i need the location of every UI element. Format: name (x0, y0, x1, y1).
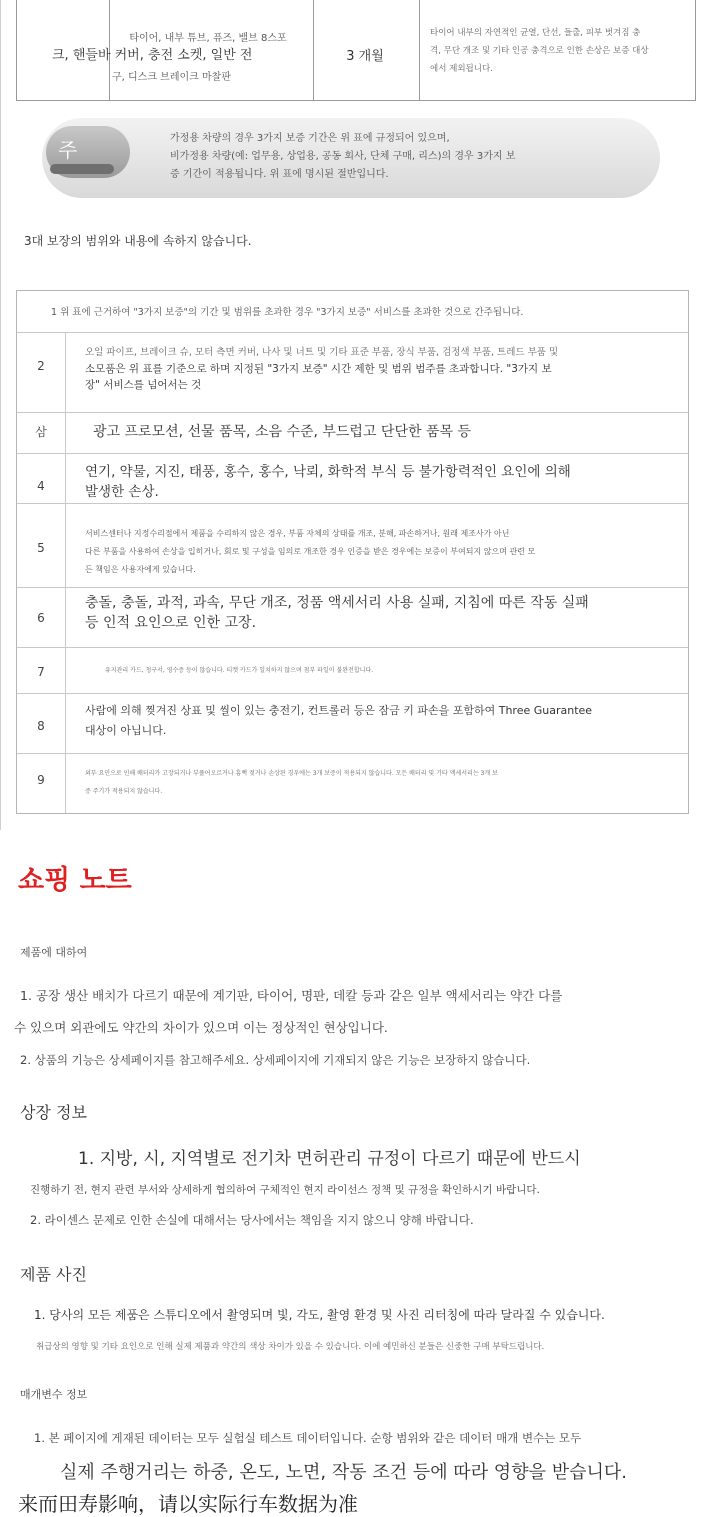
parts-line: 타이어, 내부 튜브, 퓨즈, 밸브 8스포 (129, 33, 287, 44)
row-text: 증 주기가 적용되지 않습니다. (85, 788, 163, 795)
row-text: 광고 프로모션, 선물 품목, 소음 수준, 부드럽고 단단한 품목 등 (93, 424, 471, 440)
about-text: 2. 상품의 기능은 상세페이지를 참고해주세요. 상세페이지에 기재되지 않은 기능은 보장하지 않습니다. (20, 1053, 531, 1067)
about-text: 1. 공장 생산 배치가 다르기 때문에 계기판, 타이어, 명판, 데칼 등과 같은 일부 액세서리는 약간 다를 (20, 988, 563, 1003)
row-text: 소모품은 위 표를 기준으로 하며 지정된 "3가지 보증" 시간 제한 및 범위 범주를 초과합니다. "3가지 보 (85, 363, 552, 375)
row-number: 8 (37, 719, 45, 733)
table-row (85, 593, 675, 633)
table-row (85, 765, 675, 801)
note-line: 증 기간이 적용됩니다. 위 표에 명시된 절반입니다. (170, 169, 389, 180)
photo-text: 1. 당사의 모든 제품은 스튜디오에서 촬영되며 빛, 각도, 촬영 환경 및 사진 리터칭에 따라 달라질 수 있습니다. (34, 1308, 605, 1322)
photo-text: 취급상의 영향 및 기타 요인으로 인해 실제 제품과 약간의 색상 차이가 있을 수 있습니다. 이에 예민하신 분들은 신중한 구매 부탁드립니다. (36, 1342, 545, 1352)
shopping-notes-title: 쇼핑 노트 (18, 865, 132, 896)
row-text: 발생한 손상. (85, 484, 159, 500)
row-divider (17, 647, 688, 648)
row-divider (17, 503, 688, 504)
row-divider (17, 453, 688, 454)
table-row (85, 462, 675, 502)
row-divider (17, 412, 688, 413)
page-left-border (0, 0, 1, 830)
row-text: 든 책임은 사용자에게 있습니다. (85, 565, 196, 574)
note-text (170, 130, 610, 184)
exclusion-heading: 3대 보장의 범위와 내용에 속하지 않습니다. (24, 234, 252, 248)
row-text: 연기, 약물, 지진, 태풍, 홍수, 홍수, 낙뢰, 화학적 부식 등 불가항력적인 요인에 의해 (85, 464, 571, 480)
row-text: 충돌, 충돌, 과적, 과속, 무단 개조, 정품 액세서리 사용 실패, 지침에 따른 작동 실패 (85, 595, 589, 611)
parts-line: 크, 핸들바 커버, 충전 소켓, 일반 전 (52, 48, 253, 63)
table-row (85, 701, 675, 741)
about-text: 수 있으며 외관에도 약간의 차이가 있으며 이는 정상적인 현상입니다. (14, 1020, 388, 1035)
row-number: 5 (37, 541, 45, 555)
row-divider (17, 587, 688, 588)
row-divider (17, 693, 688, 694)
parameter-text: 来而田寿影响，请以实际行车数据为准 (18, 1492, 358, 1516)
note-badge-label: 주 (58, 138, 78, 162)
table-divider (419, 0, 420, 100)
row-number: 7 (37, 665, 45, 679)
exclusion-table (16, 290, 689, 814)
row-number: 9 (37, 773, 45, 787)
column-divider (65, 332, 66, 813)
row-text: 다른 부품을 사용하여 손상을 입히거나, 회로 및 구성을 임의로 개조한 경우 인증을 받은 경우에는 보증이 부여되지 않으며 관련 모 (85, 547, 536, 556)
exclusion-line: 타이어 내부의 자연적인 균열, 단선, 들출, 피부 벗겨짐 충 (430, 28, 641, 38)
license-heading: 상장 정보 (20, 1103, 87, 1122)
row-text: 서비스센터나 지정수리점에서 제품을 수리하지 않은 경우, 부품 자체의 상태를 개조, 분해, 파손하거나, 원래 제조사가 아닌 (85, 529, 510, 538)
row-text: 유지관리 카드, 청구서, 영수증 등이 않습니다. 티켓 카드가 일치하지 않으며 첨부 파일이 불완전합니다. (105, 667, 374, 674)
note-line: 가정용 차량의 경우 3가지 보증 기간은 위 표에 규정되어 있으며, (170, 133, 450, 144)
exclusion-line: 에서 제외됩니다. (430, 64, 493, 74)
photo-heading: 제품 사진 (20, 1265, 87, 1284)
table-row (85, 525, 675, 579)
row-number: 4 (37, 479, 45, 493)
exclusion-note (430, 24, 692, 78)
row-text: 장" 서비스를 넘어서는 것 (85, 379, 202, 391)
row-text: 외부 요인으로 인해 배터리가 고장되거나 부풀어오르거나 흠뻑 젖거나 손상된 경우에는 3개 보증이 적용되지 않습니다. 모든 배터리 및 기타 액세서리는 3개 보 (85, 770, 498, 777)
table-row (85, 345, 675, 393)
note-line: 비가정용 차량(예: 업무용, 상업용, 공동 회사, 단체 구매, 리스)의 경우 3가지 보 (170, 151, 516, 162)
parts-line: 구, 디스크 브레이크 마찰판 (112, 72, 231, 83)
note-badge-bar (50, 164, 114, 174)
row-number: 1 (51, 307, 58, 318)
parameter-heading: 매개변수 정보 (20, 1388, 88, 1401)
parameter-text: 실제 주행거리는 하중, 온도, 노면, 작동 조건 등에 따라 영향을 받습니다. (60, 1462, 627, 1483)
row-text: 사람에 의해 찢겨진 상표 및 씰이 있는 충전기, 컨트롤러 등은 잠금 키 파손을 포함하여 Three Guarantee (85, 704, 593, 717)
exclusion-line: 격, 무단 개조 및 기타 인공 충격으로 인한 손상은 보증 대상 (430, 46, 649, 56)
row-divider (17, 332, 688, 333)
row-number: 2 (37, 359, 45, 373)
warranty-period: 3 개월 (346, 49, 384, 64)
row-text: 위 표에 근거하여 "3가지 보증"의 기간 및 범위를 초과한 경우 "3가지 보증" 서비스를 초과한 것으로 간주됩니다. (60, 307, 524, 318)
row-text: 등 인적 요인으로 인한 고장. (85, 615, 257, 631)
about-product-heading: 제품에 대하여 (20, 946, 88, 959)
license-text: 1. 지방, 시, 지역별로 전기차 면허관리 규정이 다르기 때문에 반드시 (78, 1149, 581, 1169)
parameter-text: 1. 본 페이지에 게재된 데이터는 모두 실험실 테스트 데이터입니다. 순항 범위와 같은 데이터 매개 변수는 모두 (34, 1431, 582, 1445)
license-text: 2. 라이센스 문제로 인한 손실에 대해서는 당사에서는 책임을 지지 않으니 양해 바랍니다. (30, 1213, 474, 1227)
license-text: 진행하기 전, 현지 관련 부서와 상세하게 협의하여 구체적인 현지 라이선스 정책 및 규정을 확인하시기 바랍니다. (30, 1184, 540, 1196)
row-divider (17, 753, 688, 754)
row-number: 삼 (35, 425, 47, 439)
row-text: 오일 파이프, 브레이크 슈, 모터 측면 커버, 나사 및 너트 및 기타 표준 부품, 장식 부품, 검정색 부품, 트레드 부품 및 (85, 347, 559, 358)
table-row (51, 304, 681, 318)
row-number: 6 (37, 611, 45, 625)
row-text: 대상이 아닙니다. (85, 724, 167, 737)
